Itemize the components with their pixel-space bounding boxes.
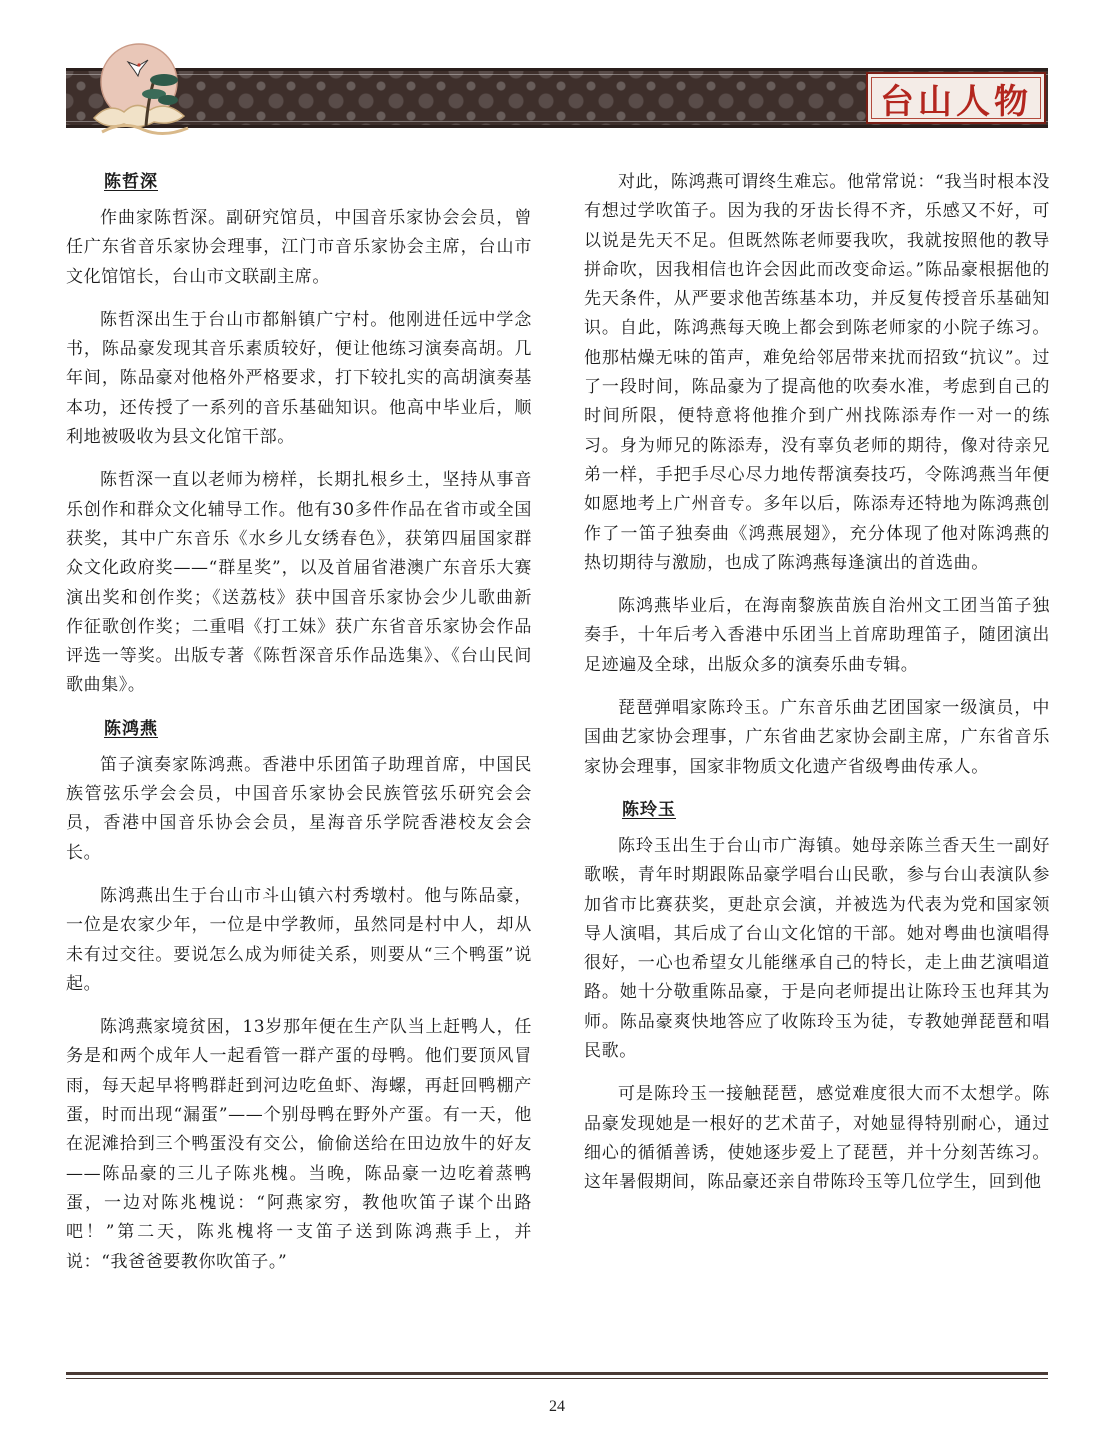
paragraph: 陈哲深出生于台山市都斛镇广宁村。他刚进任远中学念书，陈品豪发现其音乐素质较好，便让他练习演奏高胡。几年间，陈品豪对他格外严格要求，打下较扎实的高胡演奏基本功，还传授了一系列的音乐基础知识。他高中毕业后，顺利地被吸收为县文化馆干部。 [66, 309, 532, 448]
section-heading-chen-hongyan: 陈鸿燕 [104, 718, 158, 739]
crane-pine-emblem-icon [84, 40, 194, 140]
paragraph: 陈鸿燕出生于台山市斗山镇六村秀墩村。他与陈品豪，一位是农家少年，一位是中学教师，虽然同是村中人，却从未有过交往。要说怎么成为师徒关系，则要从“三个鸭蛋”说起。 [66, 885, 532, 994]
paragraph: 陈鸿燕家境贫困，13岁那年便在生产队当上赶鸭人，任务是和两个成年人一起看管一群产蛋的母鸭。他们要顶风冒雨，每天起早将鸭群赶到河边吃鱼虾、海螺，再赶回鸭棚产蛋，时而出现“漏蛋”——个别母鸭在野外产蛋。有一天，他在泥滩拾到三个鸭蛋没有交公，偷偷送给在田边放牛的好友——陈品豪的三儿子陈兆槐。当晚，陈品豪一边吃着蒸鸭蛋，一边对陈兆槐说：“阿燕家穷，教他吹笛子谋个出路吧！”第二天，陈兆槐将一支笛子送到陈鸿燕手上，并说：“我爸爸要教你吹笛子。” [66, 1017, 532, 1272]
paragraph: 作曲家陈哲深。副研究馆员，中国音乐家协会会员，曾任广东省音乐家协会理事，江门市音乐家协会主席，台山市文化馆馆长，台山市文联副主席。 [66, 208, 532, 287]
paragraph: 对此，陈鸿燕可谓终生难忘。他常常说：“我当时根本没有想过学吹笛子。因为我的牙齿长得不齐，乐感又不好，可以说是先天不足。但既然陈老师要我吹，我就按照他的教导拼命吹，因我相信也许会因此而改变命运。”陈品豪根据他的先天条件，从严要求他苦练基本功，并反复传授音乐基础知识。自此，陈鸿燕每天晚上都会到陈老师家的小院子练习。他那枯燥无味的笛声，难免给邻居带来扰而招致“抗议”。过了一段时间，陈品豪为了提高他的吹奏水准，考虑到自己的时间所限，便特意将他推介到广州找陈添寿作一对一的练习。身为师兄的陈添寿，没有辜负老师的期待，像对待亲兄弟一样，手把手尽心尽力地传帮演奏技巧，令陈鸿燕当年便如愿地考上广州音专。多年以后，陈添寿还特地为陈鸿燕创作了一笛子独奏曲《鸿燕展翅》，充分体现了他对陈鸿燕的热切期待与激励，也成了陈鸿燕每逢演出的首选曲。 [584, 172, 1050, 573]
paragraph: 陈玲玉出生于台山市广海镇。她母亲陈兰香天生一副好歌喉，青年时期跟陈品豪学唱台山民歌，参与台山表演队参加省市比赛获奖，更赴京会演，并被选为代表为党和国家领导人演唱，其后成了台山文化馆的干部。她对粤曲也演唱得很好，一心也希望女儿能继承自己的特长，走上曲艺演唱道路。她十分敬重陈品豪，于是向老师提出让陈玲玉也拜其为师。陈品豪爽快地答应了收陈玲玉为徒，专教她弹琵琶和唱民歌。 [584, 835, 1050, 1062]
paragraph: 陈鸿燕毕业后，在海南黎族苗族自治州文工团当笛子独奏手，十年后考入香港中乐团当上首席助理笛子，随团演出足迹遍及全球，出版众多的演奏乐曲专辑。 [584, 596, 1050, 675]
left-column [66, 168, 532, 1291]
page-title: 台山人物 [880, 81, 1032, 122]
paragraph: 陈哲深一直以老师为榜样，长期扎根乡土，坚持从事音乐创作和群众文化辅导工作。他有30多件作品在省市或全国获奖，其中广东音乐《水乡儿女绣春色》，获第四届国家群众文化政府奖——“群星奖”，以及首届省港澳广东音乐大赛演出奖和创作奖；《送荔枝》获中国音乐家协会少儿歌曲新作征歌创作奖；二重唱《打工妹》获广东省音乐家协会作品评选一等奖。出版专著《陈哲深音乐作品选集》、《台山民间歌曲集》。 [66, 470, 532, 696]
section-heading-chen-lingyu: 陈玲玉 [622, 799, 676, 820]
paragraph: 琵琶弹唱家陈玲玉。广东音乐曲艺团国家一级演员，中国曲艺家协会理事，广东省曲艺家协会副主席，广东省音乐家协会理事，国家非物质文化遗产省级粤曲传承人。 [584, 698, 1050, 777]
paragraph: 笛子演奏家陈鸿燕。香港中乐团笛子助理首席，中国民族管弦乐学会会员，中国音乐家协会民族管弦乐研究会会员，香港中国音乐协会会员，星海音乐学院香港校友会会长。 [66, 754, 532, 863]
paragraph: 可是陈玲玉一接触琵琶，感觉难度很大而不太想学。陈品豪发现她是一根好的艺术苗子，对她显得特别耐心，通过细心的循循善诱，使她逐步爱上了琵琶，并十分刻苦练习。这年暑假期间，陈品豪还亲自带陈玲玉等几位学生，回到他 [584, 1084, 1050, 1193]
section-title-box [866, 72, 1046, 124]
page-number: 24 [549, 1398, 565, 1415]
section-heading-chen-zheshen: 陈哲深 [104, 172, 158, 192]
footer-rule [66, 1372, 1048, 1375]
right-column [584, 168, 1050, 1212]
